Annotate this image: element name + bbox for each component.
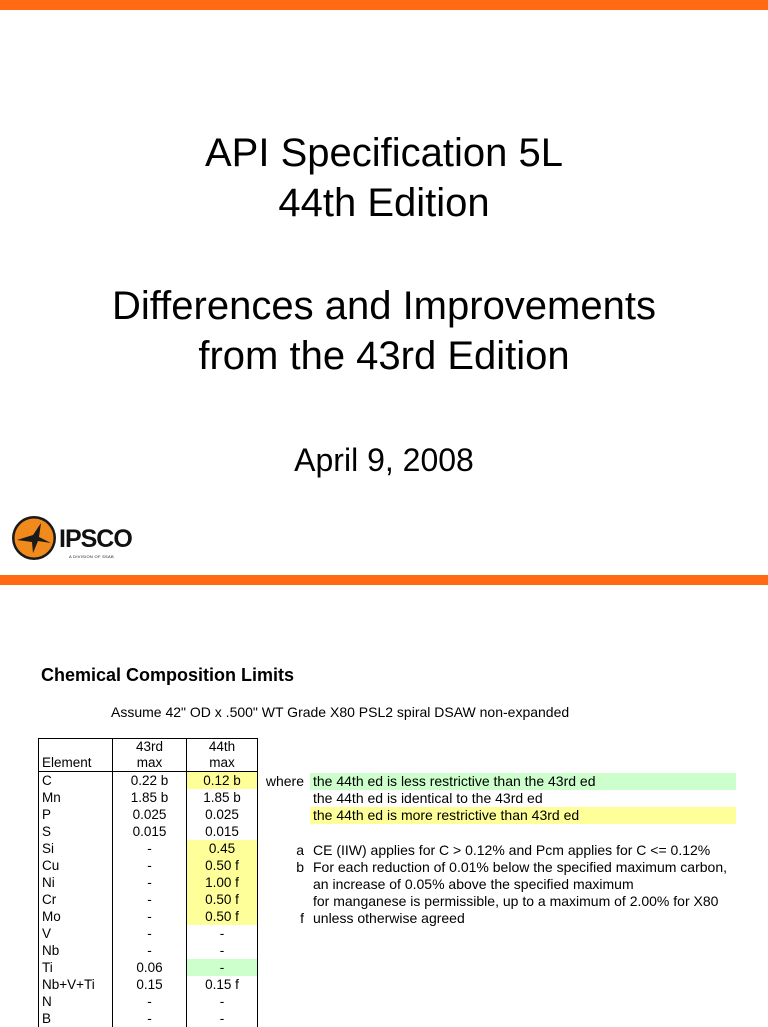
note-f-line-1: unless otherwise agreed	[313, 910, 465, 927]
element-cell: P	[39, 806, 113, 823]
legend-more-restrictive: the 44th ed is more restrictive than 43rd ed	[310, 807, 736, 824]
header-43rd-max: max	[113, 755, 187, 772]
value-43rd-cell: -	[113, 993, 187, 1010]
element-cell: Cu	[39, 857, 113, 874]
note-a-line-1: CE (IIW) applies for C > 0.12% and Pcm applies for C <= 0.12%	[313, 842, 710, 859]
note-a-key: a	[270, 842, 304, 859]
value-43rd-cell: 0.22 b	[113, 772, 187, 790]
ipsco-logo	[11, 513, 121, 563]
header-element: Element	[39, 755, 113, 772]
element-cell: Ti	[39, 959, 113, 976]
table-row	[39, 772, 258, 790]
table-row	[39, 925, 258, 942]
value-43rd-cell: -	[113, 857, 187, 874]
note-b-line-1: For each reduction of 0.01% below the specified maximum carbon,	[313, 859, 727, 876]
element-cell: Nb	[39, 942, 113, 959]
value-43rd-cell: 0.015	[113, 823, 187, 840]
header-44th-max: max	[187, 755, 258, 772]
value-43rd-cell: -	[113, 1010, 187, 1027]
table-row	[39, 1010, 258, 1027]
value-44th-cell: 0.50 f	[187, 857, 258, 874]
element-cell: Mo	[39, 908, 113, 925]
value-43rd-cell: -	[113, 891, 187, 908]
top-accent-bar	[0, 0, 768, 10]
element-cell: N	[39, 993, 113, 1010]
table-row	[39, 908, 258, 925]
value-44th-cell: 0.025	[187, 806, 258, 823]
table-row	[39, 942, 258, 959]
value-43rd-cell: -	[113, 942, 187, 959]
header-44th: 44th	[187, 739, 258, 756]
element-cell: Mn	[39, 789, 113, 806]
note-b-line-2: an increase of 0.05% above the specified maximum	[313, 876, 634, 893]
element-cell: Cr	[39, 891, 113, 908]
title-line-4: from the 43rd Edition	[0, 331, 768, 381]
value-43rd-cell: -	[113, 925, 187, 942]
header-43rd: 43rd	[113, 739, 187, 756]
table-body	[39, 772, 258, 1027]
table-row	[39, 789, 258, 806]
value-44th-cell: 1.85 b	[187, 789, 258, 806]
value-44th-cell: 0.015	[187, 823, 258, 840]
title-line-3: Differences and Improvements	[0, 281, 768, 331]
element-cell: Ni	[39, 874, 113, 891]
value-44th-cell: -	[187, 942, 258, 959]
value-43rd-cell: 0.06	[113, 959, 187, 976]
table-row	[39, 993, 258, 1010]
value-43rd-cell: 0.15	[113, 976, 187, 993]
table-row	[39, 857, 258, 874]
value-44th-cell: -	[187, 1010, 258, 1027]
note-b-key: b	[270, 859, 304, 876]
value-44th-cell: 0.45	[187, 840, 258, 857]
divider-accent-bar	[0, 575, 768, 585]
value-44th-cell: -	[187, 925, 258, 942]
value-44th-cell: -	[187, 959, 258, 976]
bird-emblem-icon	[11, 513, 57, 563]
slide-title	[0, 128, 768, 228]
value-43rd-cell: -	[113, 908, 187, 925]
table-header-row-2	[39, 755, 258, 772]
table-row	[39, 959, 258, 976]
element-cell: C	[39, 772, 113, 790]
composition-table	[38, 738, 258, 1027]
legend-less-restrictive: the 44th ed is less restrictive than the 43rd ed	[310, 773, 736, 790]
note-f-key: f	[270, 910, 304, 927]
slide-subtitle	[0, 281, 768, 381]
assumption-text: Assume 42" OD x .500" WT Grade X80 PSL2 spiral DSAW non-expanded	[111, 704, 569, 721]
table-row	[39, 891, 258, 908]
value-44th-cell: 1.00 f	[187, 874, 258, 891]
value-44th-cell: 0.15 f	[187, 976, 258, 993]
value-43rd-cell: 1.85 b	[113, 789, 187, 806]
value-43rd-cell: -	[113, 874, 187, 891]
slide-date: April 9, 2008	[0, 440, 768, 480]
element-cell: Nb+V+Ti	[39, 976, 113, 993]
value-43rd-cell: 0.025	[113, 806, 187, 823]
element-cell: Si	[39, 840, 113, 857]
legend-identical: the 44th ed is identical to the 43rd ed	[310, 790, 736, 807]
table-header-row-1	[39, 739, 258, 756]
table-row	[39, 840, 258, 857]
section-heading: Chemical Composition Limits	[41, 664, 294, 686]
table-row	[39, 806, 258, 823]
legend-where-label: where	[246, 773, 304, 790]
element-cell: B	[39, 1010, 113, 1027]
value-43rd-cell: -	[113, 840, 187, 857]
note-b-line-3: for manganese is permissible, up to a maximum of 2.00% for X80	[313, 893, 718, 910]
table-row	[39, 874, 258, 891]
logo-wordmark: IPSCO	[59, 525, 132, 554]
element-cell: V	[39, 925, 113, 942]
title-line-1: API Specification 5L	[0, 128, 768, 178]
element-cell: S	[39, 823, 113, 840]
value-44th-cell: -	[187, 993, 258, 1010]
table-row	[39, 976, 258, 993]
title-line-2: 44th Edition	[0, 178, 768, 228]
logo-tagline: A DIVISION OF SSAB	[69, 554, 114, 559]
value-44th-cell: 0.50 f	[187, 908, 258, 925]
value-44th-cell: 0.50 f	[187, 891, 258, 908]
header-element-top	[39, 739, 113, 756]
table-row	[39, 823, 258, 840]
value-44th-cell: 0.12 b	[187, 772, 258, 790]
